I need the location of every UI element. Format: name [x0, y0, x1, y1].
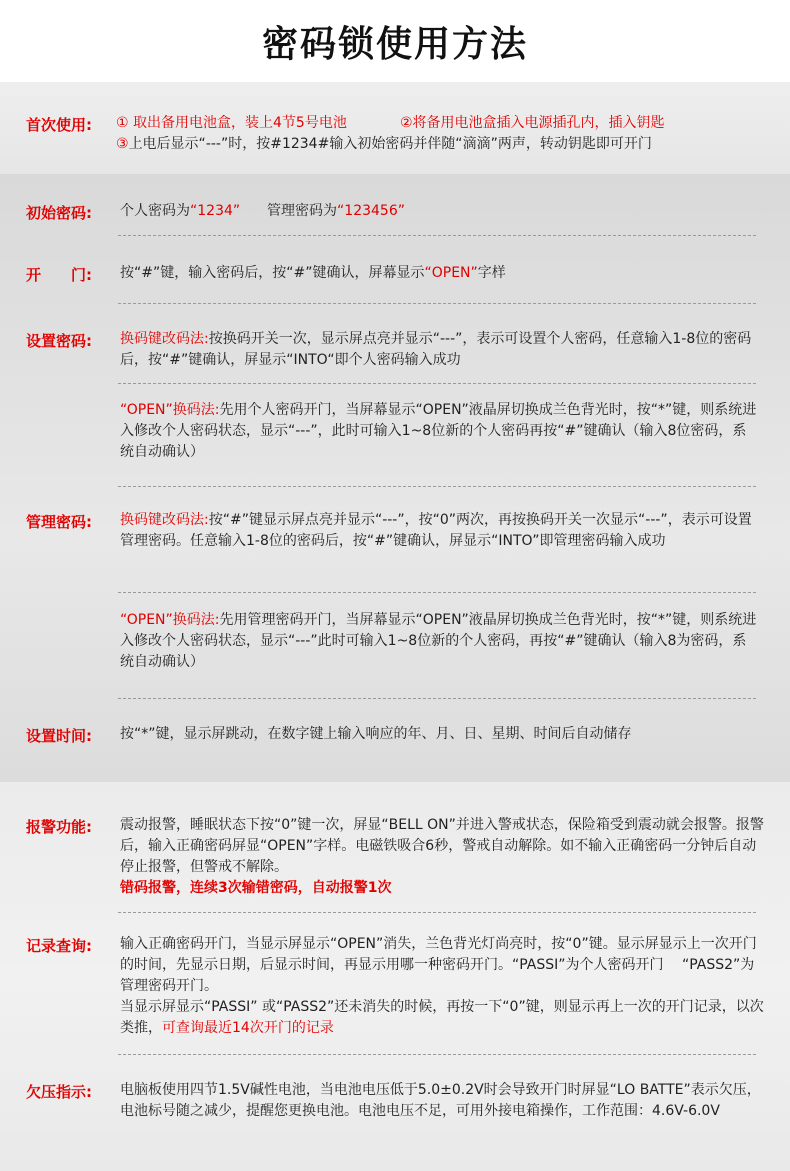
set-password-method1 [120, 329, 758, 371]
divider [118, 383, 756, 384]
set-time-text: 按“*”键，显示屏跳动，在数字键上输入响应的年、月、日、星期、时间后自动储存 [120, 726, 632, 742]
open-door-text-b: “OPEN” [424, 265, 478, 281]
first-use-step3-text: 上电后显示“---”时，按#1234#输入初始密码并伴随“滴滴”两声，转动钥匙即可开门 [128, 136, 652, 152]
admin-password-method1-title: 换码键改码法: [120, 512, 209, 528]
first-use-step3-marker: ③ [116, 136, 129, 152]
divider [118, 486, 756, 487]
low-voltage-text: 电脑板使用四节1.5V碱性电池，当电池电压低于5.0±0.2V时会导致开门时屏显“LO BATTE”表示欠压，电池标号随之减少，提醒您更换电池。电池电压不足，可用外接电箱操作，工作范围：4.6V-6.0V [120, 1082, 761, 1119]
first-use-step2 [400, 113, 665, 134]
admin-password-method2-title: “OPEN”换码法: [120, 612, 220, 628]
features-section [0, 782, 790, 1171]
alarm-text [120, 815, 768, 899]
first-use-step3 [116, 134, 652, 155]
open-door-text [120, 263, 506, 284]
first-use-step2-text: ②将备用电池盒插入电源插孔内，插入钥匙 [400, 115, 665, 131]
admin-password-value: “123456” [337, 203, 405, 219]
record-text1: 输入正确密码开门，当显示屏显示“OPEN”消失，兰色背光灯尚亮时，按“0”键。显示屏显示上一次开门的时间，先显示日期，后显示时间，再显示用哪一种密码开门。“PASSI”为个人密码开门 “PASS2”为管理密码开门。 [120, 936, 757, 994]
set-time-label: 设置时间: [26, 727, 92, 745]
open-door-label: 开 门: [26, 266, 92, 284]
divider [118, 698, 756, 699]
admin-password-method1 [120, 510, 758, 552]
record-text [120, 934, 768, 1039]
alarm-red-text: 错码报警，连续3次输错密码，自动报警1次 [120, 880, 392, 896]
password-settings-section [0, 174, 790, 782]
divider [118, 235, 756, 236]
record-label: 记录查询: [26, 937, 92, 955]
set-password-label: 设置密码: [26, 332, 92, 350]
record-red-text: 可查询最近14次开门的记录 [162, 1020, 334, 1036]
alarm-description: 震动报警，睡眠状态下按“0”键一次，屏显“BELL ON”并进入警戒状态，保险箱受到震动就会报警。报警后，输入正确密码屏显“OPEN”字样。电磁铁吸合6秒，警戒自动解除。如不输入正确密码一分钟后自动停止报警，但警戒不解除。 [120, 817, 764, 875]
set-password-method2-title: “OPEN”换码法: [120, 402, 220, 418]
set-password-method1-title: 换码键改码法: [120, 331, 209, 347]
set-password-method1-text: 按换码开关一次，显示屏点亮并显示“---”，表示可设置个人密码，任意输入1-8位的密码后，按“#”键确认，屏显示“INTO“即个人密码输入成功 [120, 331, 752, 368]
admin-password-method2 [120, 610, 758, 673]
set-password-method2 [120, 400, 758, 463]
title-bar [0, 0, 790, 83]
set-password-method2-text: 先用个人密码开门，当屏幕显示“OPEN”液晶屏切换成兰色背光时，按“*”键，则系统进入修改个人密码状态，显示“---”，此时可输入1~8位新的个人密码再按“#”键确认（输入8位密码，系统自动确认） [120, 402, 757, 460]
first-use-step1-text: ① 取出备用电池盒，装上4节5号电池 [116, 115, 347, 131]
first-use-step1 [116, 113, 347, 134]
personal-password-value: “1234” [190, 203, 241, 219]
admin-password-label: 管理密码: [26, 513, 92, 531]
divider [118, 912, 756, 913]
page-title: 密码锁使用方法 [261, 24, 528, 65]
open-door-text-a: 按“#”键，输入密码后，按“#”键确认，屏幕显示 [120, 265, 425, 281]
divider [118, 1054, 756, 1055]
admin-password-method1-text: 按“#”键显示屏点亮并显示“---”，按“0”两次，再按换码开关一次显示“---”，表示可设置管理密码。任意输入1-8位的密码后，按“#”键确认，屏显示“INTO”即管理密码输入成功 [120, 512, 752, 549]
alarm-label: 报警功能: [26, 818, 92, 836]
personal-password-prefix: 个人密码为 [120, 203, 190, 219]
first-use-section [0, 82, 790, 174]
record-text2: 当显示屏显示“PASSI” 或“PASS2”还未消失的时候，再按一下“0”键，则显示再上一次的开门记录，以次类推， [120, 999, 764, 1036]
initial-password-label: 初始密码: [26, 204, 92, 222]
first-use-label: 首次使用: [26, 116, 92, 134]
admin-password-prefix: 管理密码为 [267, 203, 338, 219]
open-door-text-c: 字样 [477, 265, 506, 281]
divider [118, 592, 756, 593]
initial-password-text [120, 201, 405, 222]
low-voltage-label: 欠压指示: [26, 1083, 92, 1101]
admin-password-method2-text: 先用管理密码开门，当屏幕显示“OPEN”液晶屏切换成兰色背光时，按“*”键，则系统进入修改个人密码状态，显示“---”此时可输入1~8位新的个人密码，再按“#”键确认（输入8为密码，系统自动确认） [120, 612, 757, 670]
divider [118, 303, 756, 304]
